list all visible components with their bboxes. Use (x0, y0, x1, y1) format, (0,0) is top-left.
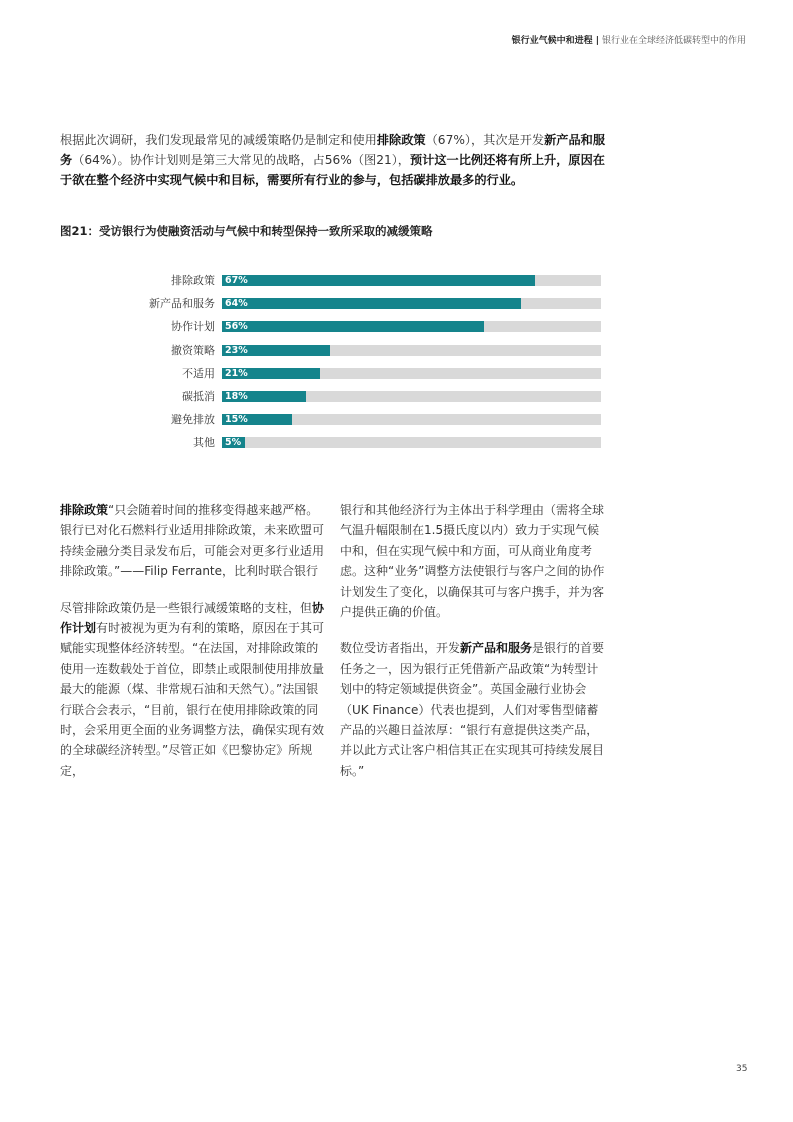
intro-text: （64%）。协作计划则是第三大常见的战略，占56%（图21）， (72, 153, 410, 167)
bar-category-label: 新产品和服务 (149, 297, 215, 311)
intro-emphasis: 预计这一比例还将有所上升，原因在于欲在整个经济中实现气候中和目标，需要所有行业的参与，包括碳排放最多的行业。 (60, 153, 605, 187)
bar-fill (222, 368, 320, 379)
bar-fill (222, 391, 306, 402)
bar-row (0, 363, 793, 386)
bar-category-label: 协作计划 (171, 320, 215, 334)
page-number: 35 (736, 1064, 748, 1074)
intro-emphasis: 排除政策 (376, 133, 426, 147)
left-column (60, 500, 328, 797)
bar-row (0, 409, 793, 432)
bar-value-label: 5% (225, 437, 242, 449)
figure-title: 图21：受访银行为使融资活动与气候中和转型保持一致所采取的减缓策略 (60, 224, 433, 238)
bar-track (222, 298, 601, 309)
bar-category-label: 其他 (193, 436, 215, 450)
intro-emphasis: 新产品和服务 (60, 133, 606, 167)
bar-row (0, 293, 793, 316)
emphasis: 协作计划 (60, 600, 325, 636)
header-subtitle: 银行业在全球经济低碳转型中的作用 (601, 36, 746, 46)
header-separator: | (595, 36, 599, 46)
intro-paragraph (60, 130, 606, 190)
bar-track (222, 321, 601, 332)
paragraph-text: 是银行的首要任务之一，因为银行正凭借新产品政策“为转型计划中的特定领域提供资金”。英国金融行业协会（UK Finance）代表也提到，人们对零售型储蓄产品的兴趣日益浓厚：“银行有意提供这类产品，并以此方式让客户相信其正在实现其可持续发展目标。” (340, 641, 605, 778)
bar-track (222, 368, 601, 379)
body-paragraph (60, 598, 328, 782)
bar-category-label: 撤资策略 (171, 343, 215, 357)
bar-value-label: 23% (225, 344, 248, 356)
bar-fill (222, 275, 535, 286)
bar-track (222, 391, 601, 402)
paragraph-text: 尽管排除政策仍是一些银行减缓策略的支柱，但 (60, 600, 313, 615)
bar-value-label: 56% (225, 321, 248, 333)
paragraph-text: 有时被视为更为有利的策略，原因在于其可赋能实现整体经济转型。“在法国，对排除政策的使用一连数载处于首位，即禁止或限制使用排放量最大的能源（煤、非常规石油和天然气）。”法国银行联合会表示，“目前，银行在使用排除政策的同时，会采用更全面的业务调整方法，确保实现有效的全球碳经济转型。”尽管正如《巴黎协定》所规定， (60, 621, 325, 778)
bar-fill (222, 437, 245, 448)
bar-track (222, 275, 601, 286)
bar-category-label: 不适用 (182, 366, 215, 380)
emphasis: 新产品和服务 (460, 641, 533, 656)
bar-track (222, 437, 601, 448)
bar-track (222, 345, 601, 356)
paragraph-text: 数位受访者指出，开发 (340, 641, 461, 656)
bar-row (0, 270, 793, 293)
header-title: 银行业气候中和进程 (511, 36, 593, 46)
bar-category-label: 避免排放 (171, 413, 215, 427)
body-paragraph (340, 638, 608, 781)
bar-row (0, 316, 793, 339)
paragraph-text: 银行和其他经济行为主体出于科学理由（需将全球气温升幅限制在1.5摄氏度以内）致力于实现气候中和，但在实现气候中和方面，可从商业角度考虑。这种“业务”调整方法使银行与客户之间的协作计划发生了变化，以确保其可与客户携手，并为客户提供正确的价值。 (340, 503, 605, 620)
bar-value-label: 21% (225, 367, 248, 379)
bar-value-label: 15% (225, 414, 248, 426)
bar-value-label: 67% (225, 275, 248, 286)
body-paragraph (340, 500, 608, 622)
running-header (512, 33, 746, 46)
intro-text: 根据此次调研，我们发现最常见的减缓策略仍是制定和使用 (60, 133, 377, 147)
bar-value-label: 64% (225, 298, 248, 310)
bar-fill (222, 414, 292, 425)
bar-category-label: 碳抵消 (182, 390, 215, 403)
bar-row (0, 386, 793, 409)
bar-category-label: 排除政策 (171, 274, 215, 287)
paragraph-text: “只会随着时间的推移变得越来越严格。银行已对化石燃料行业适用排除政策，未来欧盟可持续金融分类目录发布后，可能会对更多行业适用排除政策。”——Filip Ferrante，比利时联合银行 (60, 503, 325, 579)
bar-value-label: 18% (225, 391, 248, 402)
bar-fill (222, 321, 484, 332)
bar-fill (222, 345, 330, 356)
intro-text: （67%），其次是开发 (425, 133, 545, 147)
quote-paragraph (60, 500, 328, 582)
bar-row (0, 432, 793, 455)
bar-track (222, 414, 601, 425)
right-column (340, 500, 608, 797)
emphasis: 排除政策 (60, 503, 109, 517)
bar-row (0, 340, 793, 363)
bar-fill (222, 298, 521, 309)
